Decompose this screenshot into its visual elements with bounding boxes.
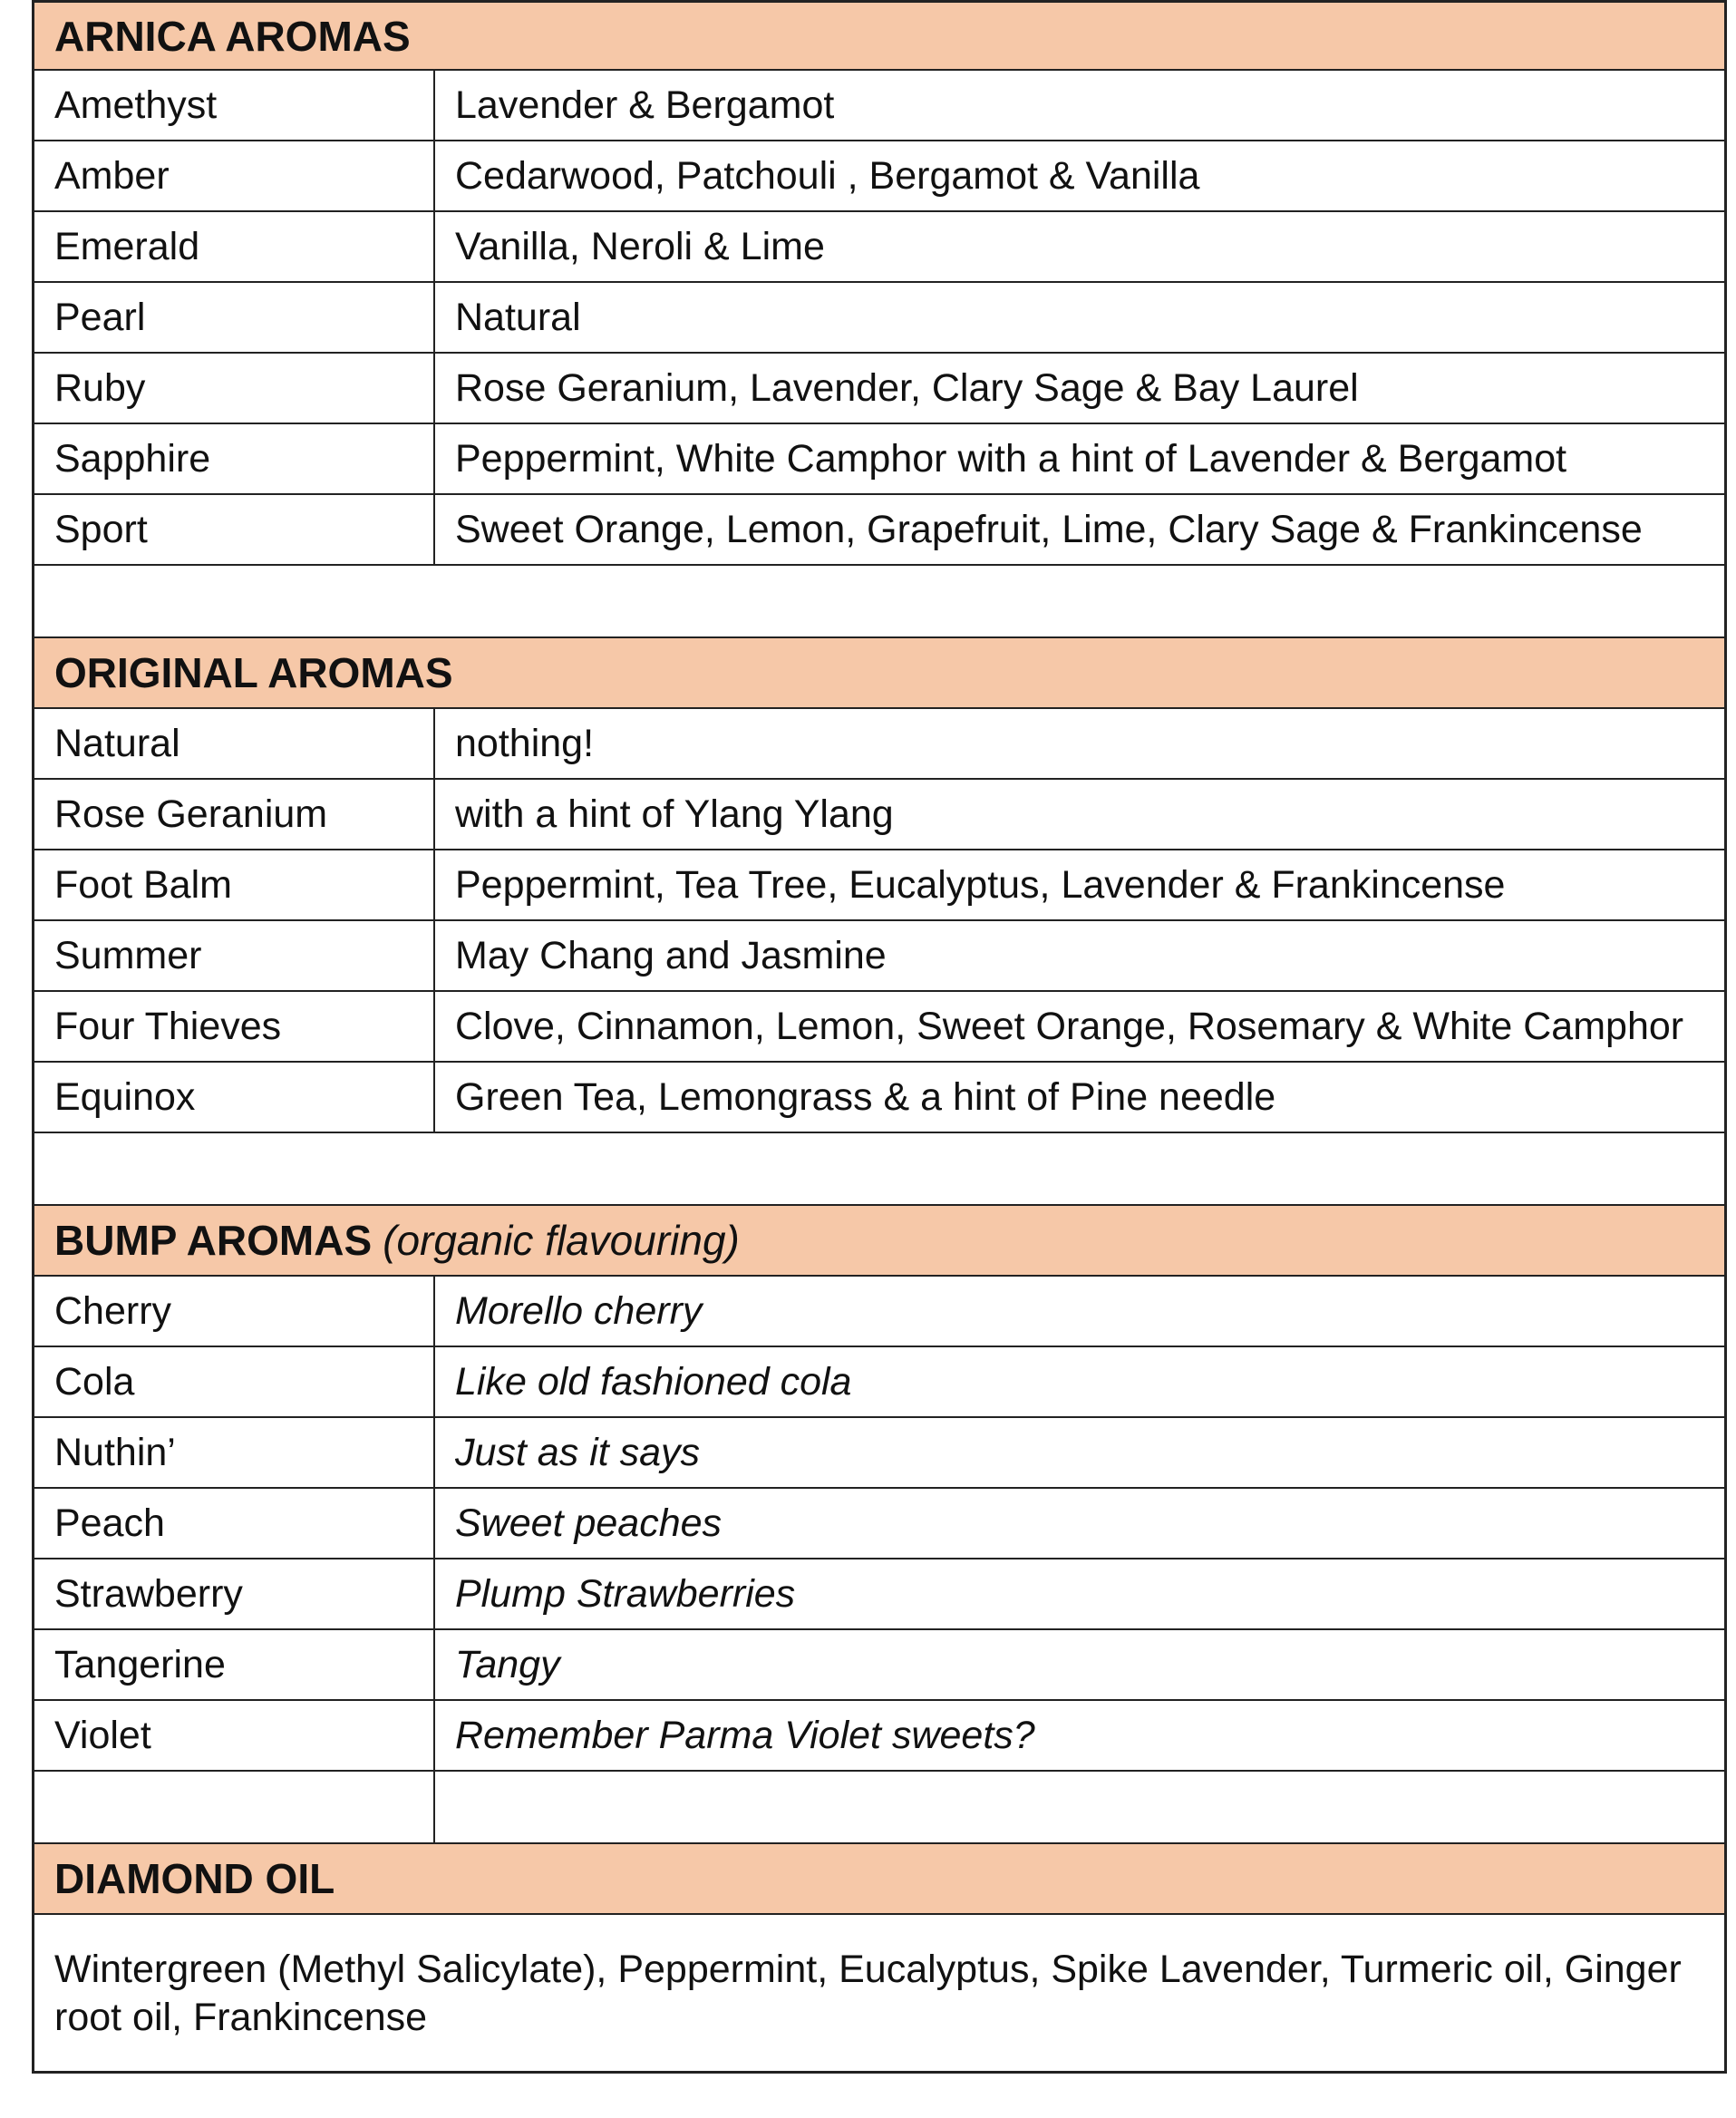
section-title: ARNICA AROMAS [54, 12, 411, 60]
table-row [34, 1489, 1724, 1559]
aroma-name: Cola [34, 1347, 435, 1416]
aroma-description: Sweet Orange, Lemon, Grapefruit, Lime, Clary Sage & Frankincense [455, 507, 1643, 551]
aroma-name: Strawberry [34, 1559, 435, 1628]
aroma-description: Vanilla, Neroli & Lime [455, 224, 825, 268]
section-title: ORIGINAL AROMAS [54, 649, 453, 696]
aroma-name: Four Thieves [34, 992, 435, 1061]
aroma-description: Rose Geranium, Lavender, Clary Sage & Bay Laurel [455, 365, 1359, 410]
aroma-description: with a hint of Ylang Ylang [455, 792, 894, 836]
section-header-original [34, 638, 1724, 709]
aroma-description: Peppermint, Tea Tree, Eucalyptus, Lavender & Frankincense [455, 862, 1506, 907]
aroma-description: Like old fashioned cola [455, 1359, 852, 1404]
table-row [34, 1701, 1724, 1772]
section-header-arnica [34, 0, 1724, 71]
aroma-name: Peach [34, 1489, 435, 1558]
spacer-row [34, 1772, 1724, 1844]
aroma-description: Peppermint, White Camphor with a hint of Lavender & Bergamot [455, 436, 1567, 481]
aroma-name: Emerald [34, 212, 435, 281]
aroma-name: Tangerine [34, 1630, 435, 1699]
aroma-description: May Chang and Jasmine [455, 933, 887, 977]
table-row [34, 354, 1724, 424]
aroma-name: Foot Balm [34, 850, 435, 919]
aroma-description: Remember Parma Violet sweets? [455, 1713, 1035, 1757]
section-header-diamond [34, 1844, 1724, 1915]
section-header-bump [34, 1206, 1724, 1277]
table-row [34, 212, 1724, 283]
aroma-name: Ruby [34, 354, 435, 423]
aroma-description: nothing! [455, 721, 595, 765]
aroma-name: Natural [34, 709, 435, 778]
table-row [34, 1347, 1724, 1418]
aroma-table [32, 0, 1727, 2074]
aroma-name: Amethyst [34, 71, 435, 140]
aroma-description: Lavender & Bergamot [455, 83, 835, 127]
table-row [34, 709, 1724, 780]
spacer-row [34, 566, 1724, 638]
table-row [34, 1559, 1724, 1630]
aroma-name: Nuthin’ [34, 1418, 435, 1487]
aroma-description: Clove, Cinnamon, Lemon, Sweet Orange, Rosemary & White Camphor [455, 1004, 1684, 1048]
aroma-name: Cherry [34, 1277, 435, 1346]
aroma-description: Green Tea, Lemongrass & a hint of Pine needle [455, 1074, 1276, 1119]
aroma-name: Sapphire [34, 424, 435, 493]
aroma-name: Equinox [34, 1063, 435, 1132]
aroma-name: Amber [34, 141, 435, 210]
table-row [34, 921, 1724, 992]
section-title: BUMP AROMAS [54, 1217, 373, 1264]
table-row [34, 141, 1724, 212]
table-row [34, 71, 1724, 141]
table-row [34, 495, 1724, 566]
empty-cell [34, 1772, 435, 1842]
aroma-description: Sweet peaches [455, 1501, 723, 1545]
table-row [34, 1277, 1724, 1347]
aroma-name: Summer [34, 921, 435, 990]
table-row [34, 780, 1724, 850]
section-subtitle: (organic flavouring) [383, 1217, 740, 1264]
aroma-description: Tangy [455, 1642, 560, 1686]
table-row [34, 992, 1724, 1063]
table-row [34, 850, 1724, 921]
table-row [34, 1063, 1724, 1133]
table-row [34, 424, 1724, 495]
spacer-row [34, 1133, 1724, 1206]
section-title: DIAMOND OIL [54, 1855, 335, 1902]
table-row [34, 283, 1724, 354]
aroma-description: Natural [455, 295, 581, 339]
aroma-name: Sport [34, 495, 435, 564]
diamond-oil-ingredients: Wintergreen (Methyl Salicylate), Peppermint, Eucalyptus, Spike Lavender, Turmeric oil, Ginger root oil, Frankincense [54, 1948, 1682, 2039]
aroma-description: Just as it says [455, 1430, 701, 1474]
empty-cell [435, 1772, 1724, 1842]
table-row [34, 1418, 1724, 1489]
aroma-description: Plump Strawberries [455, 1571, 796, 1616]
aroma-name: Rose Geranium [34, 780, 435, 849]
aroma-name: Violet [34, 1701, 435, 1770]
aroma-description: Cedarwood, Patchouli , Bergamot & Vanilla [455, 153, 1200, 198]
table-row [34, 1630, 1724, 1701]
aroma-name: Pearl [34, 283, 435, 352]
aroma-description: Morello cherry [455, 1288, 703, 1333]
